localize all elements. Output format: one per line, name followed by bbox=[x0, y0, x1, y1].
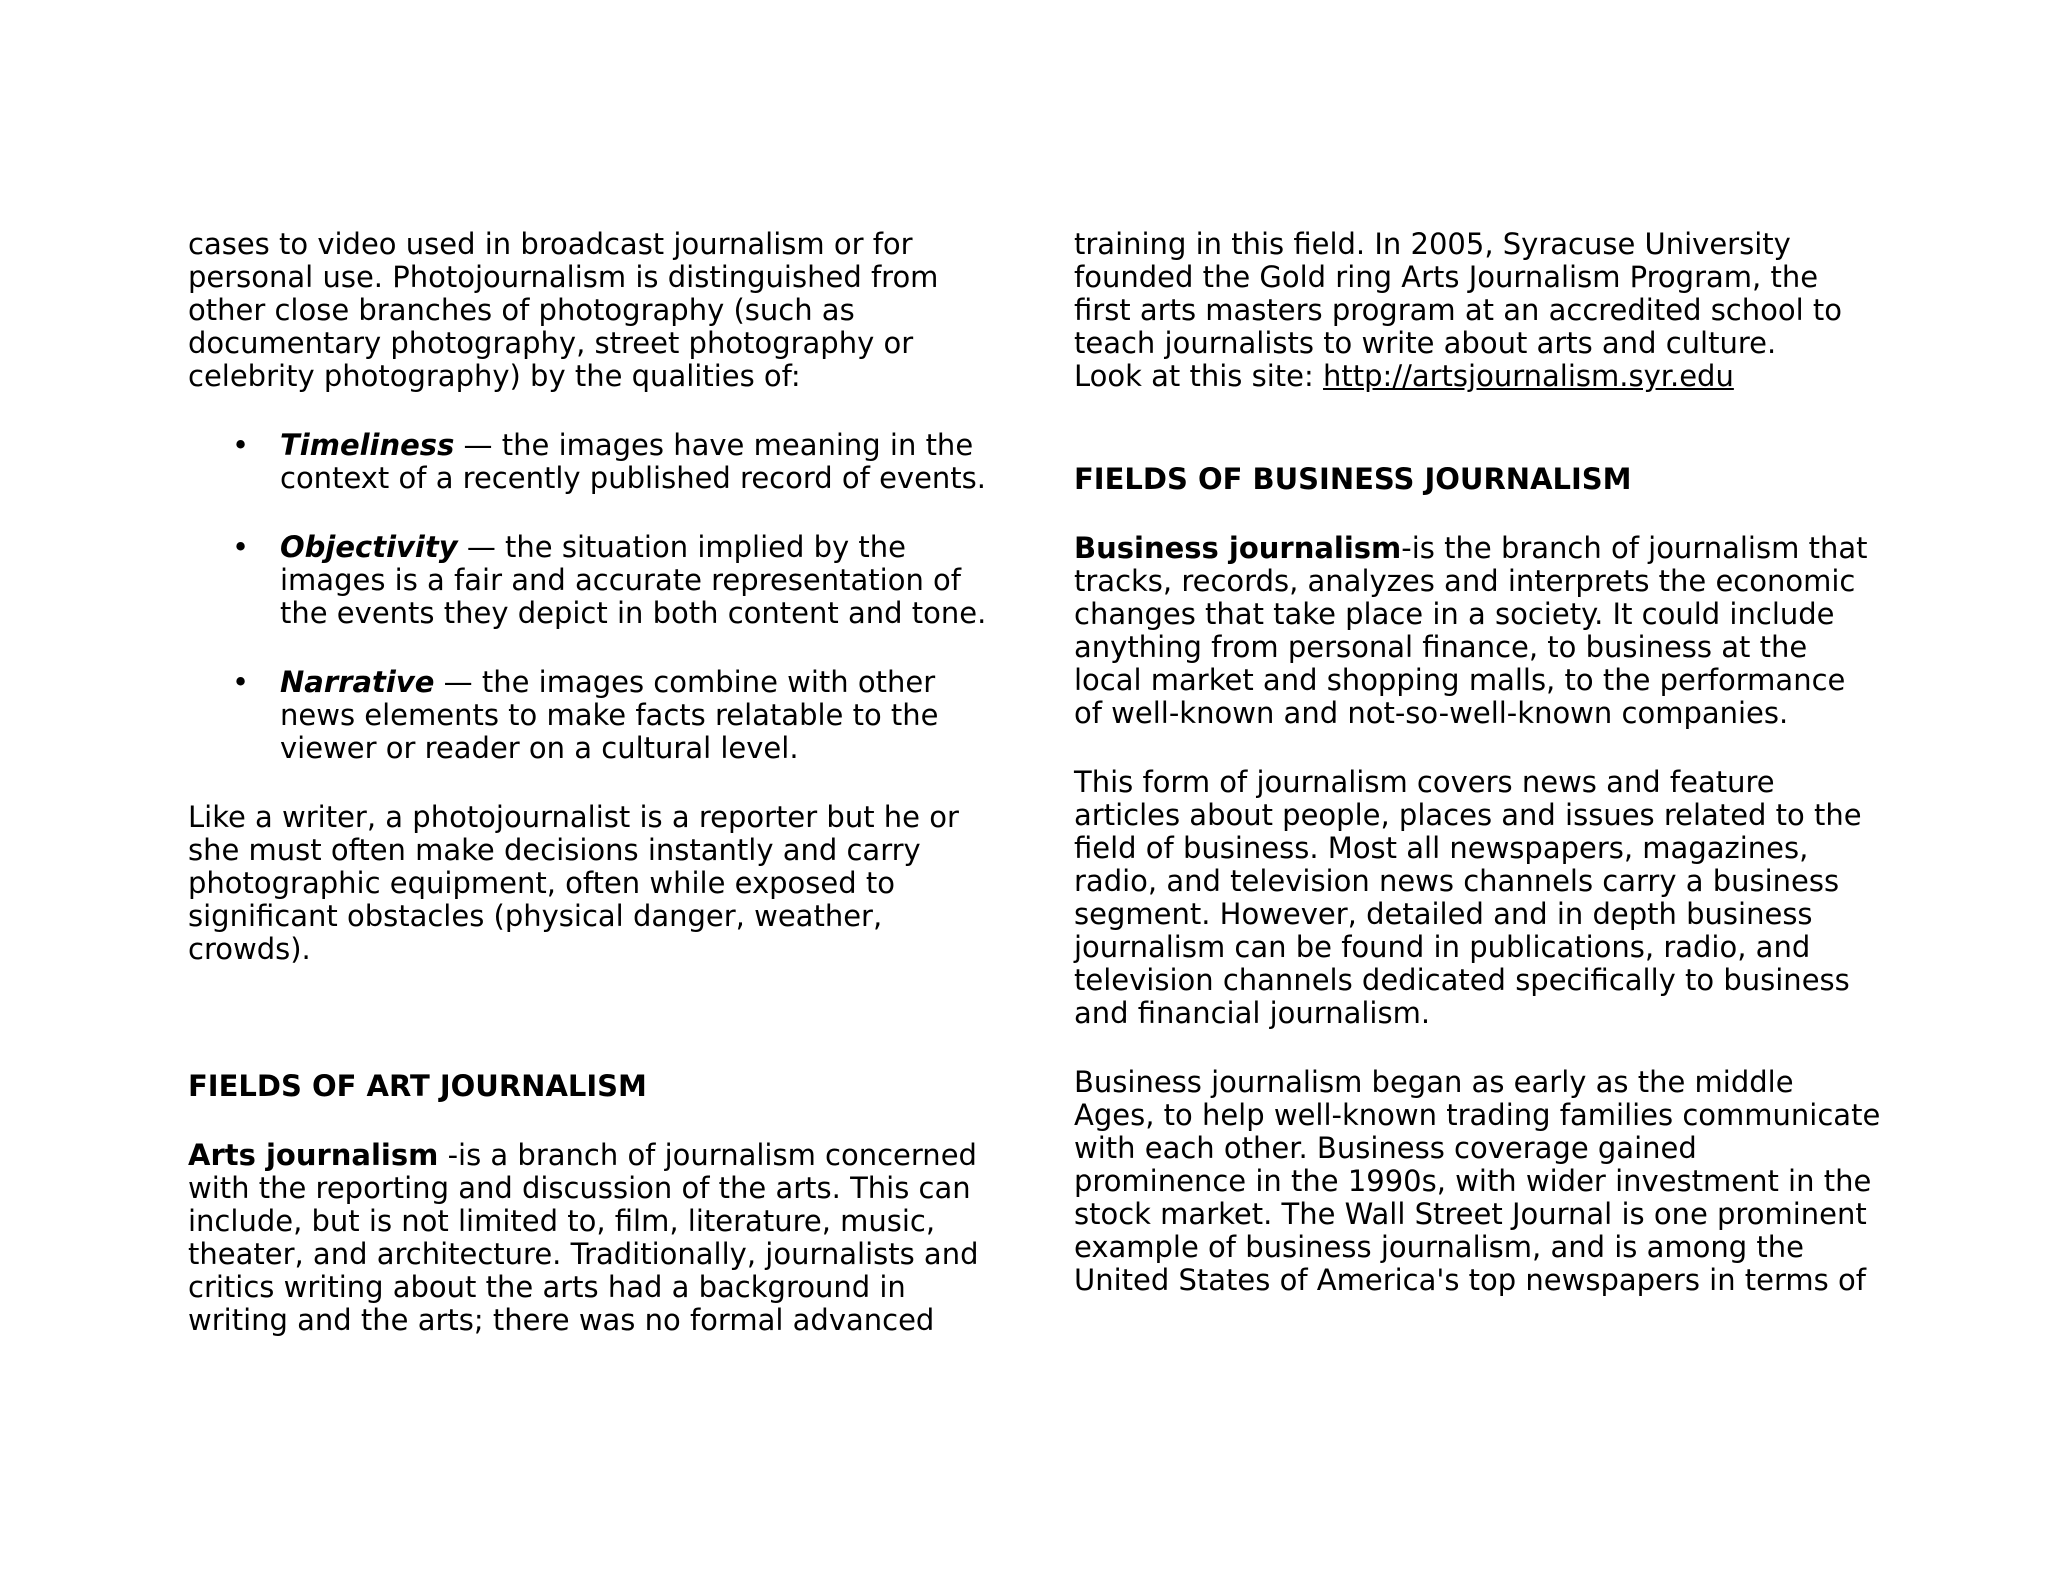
business-journalism-heading: FIELDS OF BUSINESS JOURNALISM bbox=[1074, 462, 1632, 496]
bullet-text: context of a recently published record of events. bbox=[280, 461, 986, 495]
business-paragraph bbox=[1074, 532, 1894, 730]
intro-paragraph bbox=[188, 228, 1008, 393]
bullet-text: the events they depict in both content and tone. bbox=[280, 596, 987, 630]
business-term: Business journalism bbox=[1074, 531, 1402, 565]
bullet-text: images is a fair and accurate representation of bbox=[280, 563, 962, 597]
bullet-text: — the situation implied by the bbox=[457, 530, 907, 564]
bullet-icon: • bbox=[232, 530, 250, 564]
text-line: she must often make decisions instantly and carry bbox=[188, 833, 921, 867]
bullet-text: viewer or reader on a cultural level. bbox=[280, 731, 799, 765]
text-line: and financial journalism. bbox=[1074, 996, 1431, 1030]
text-line: founded the Gold ring Arts Journalism Program, the bbox=[1074, 260, 1819, 294]
text-line: -is a branch of journalism concerned bbox=[438, 1138, 977, 1172]
text-line: Ages, to help well-known trading families communicate bbox=[1074, 1098, 1881, 1132]
text-line: crowds). bbox=[188, 932, 311, 966]
continued-paragraph bbox=[1074, 228, 1894, 393]
bullet-text: — the images combine with other bbox=[434, 665, 936, 699]
text-line: prominence in the 1990s, with wider investment in the bbox=[1074, 1164, 1872, 1198]
text-line: of well-known and not-so-well-known companies. bbox=[1074, 696, 1789, 730]
text-line: critics writing about the arts had a background in bbox=[188, 1270, 906, 1304]
text-line: television channels dedicated specifically to business bbox=[1074, 963, 1850, 997]
bullet-term: Narrative bbox=[280, 665, 435, 699]
text-line: with the reporting and discussion of the arts. This can bbox=[188, 1171, 971, 1205]
bullet-text: news elements to make facts relatable to the bbox=[280, 698, 939, 732]
text-line: first arts masters program at an accredited school to bbox=[1074, 293, 1843, 327]
text-line: local market and shopping malls, to the performance bbox=[1074, 663, 1846, 697]
list-spacer bbox=[188, 495, 1008, 531]
site-label: Look at this site: bbox=[1074, 359, 1324, 393]
text-line: -is the branch of journalism that bbox=[1401, 531, 1868, 565]
text-line: writing and the arts; there was no formal advanced bbox=[188, 1303, 935, 1337]
text-line: include, but is not limited to, film, literature, music, bbox=[188, 1204, 936, 1238]
text-line: documentary photography, street photography or bbox=[188, 326, 914, 360]
text-line: with each other. Business coverage gained bbox=[1074, 1131, 1697, 1165]
text-line: example of business journalism, and is among the bbox=[1074, 1230, 1804, 1264]
bullet-icon: • bbox=[232, 665, 250, 699]
bullet-icon: • bbox=[232, 428, 250, 462]
text-line: Business journalism began as early as the middle bbox=[1074, 1065, 1794, 1099]
list-spacer bbox=[188, 630, 1008, 666]
text-line: articles about people, places and issues related to the bbox=[1074, 798, 1862, 832]
text-line: teach journalists to write about arts and culture. bbox=[1074, 326, 1777, 360]
text-line: United States of America's top newspapers in terms of bbox=[1074, 1263, 1866, 1297]
arts-journalism-link[interactable]: http://artsjournalism.syr.edu bbox=[1323, 359, 1734, 393]
text-line: anything from personal finance, to business at the bbox=[1074, 630, 1808, 664]
qualities-list bbox=[188, 429, 1008, 765]
text-line: changes that take place in a society. It could include bbox=[1074, 597, 1835, 631]
text-line: This form of journalism covers news and feature bbox=[1074, 765, 1775, 799]
art-journalism-heading: FIELDS OF ART JOURNALISM bbox=[188, 1069, 647, 1103]
list-item-objectivity bbox=[188, 531, 1008, 630]
list-item-narrative bbox=[188, 666, 1008, 765]
text-line: other close branches of photography (such as bbox=[188, 293, 855, 327]
writer-paragraph bbox=[188, 801, 1008, 966]
bullet-text: — the images have meaning in the bbox=[454, 428, 974, 462]
text-line: significant obstacles (physical danger, weather, bbox=[188, 899, 883, 933]
text-line: theater, and architecture. Traditionally, journalists and bbox=[188, 1237, 979, 1271]
history-paragraph bbox=[1074, 1066, 1894, 1297]
text-line: training in this field. In 2005, Syracuse University bbox=[1074, 227, 1791, 261]
text-line: radio, and television news channels carry a business bbox=[1074, 864, 1840, 898]
form-paragraph bbox=[1074, 766, 1894, 1030]
text-line: field of business. Most all newspapers, magazines, bbox=[1074, 831, 1809, 865]
bullet-term: Timeliness bbox=[280, 428, 455, 462]
bullet-term: Objectivity bbox=[280, 530, 458, 564]
text-line: photographic equipment, often while exposed to bbox=[188, 866, 895, 900]
text-line: tracks, records, analyzes and interprets the economic bbox=[1074, 564, 1856, 598]
arts-paragraph bbox=[188, 1139, 1008, 1337]
text-line: segment. However, detailed and in depth business bbox=[1074, 897, 1813, 931]
text-line: stock market. The Wall Street Journal is one prominent bbox=[1074, 1197, 1867, 1231]
text-line: personal use. Photojournalism is distinguished from bbox=[188, 260, 939, 294]
arts-term: Arts journalism bbox=[188, 1138, 439, 1172]
left-column bbox=[188, 228, 1008, 1337]
text-line: journalism can be found in publications, radio, and bbox=[1074, 930, 1811, 964]
text-line: celebrity photography) by the qualities of: bbox=[188, 359, 801, 393]
text-line: Like a writer, a photojournalist is a reporter but he or bbox=[188, 800, 959, 834]
list-item-timeliness bbox=[188, 429, 1008, 495]
right-column bbox=[1074, 228, 1894, 1297]
text-line: cases to video used in broadcast journalism or for bbox=[188, 227, 913, 261]
